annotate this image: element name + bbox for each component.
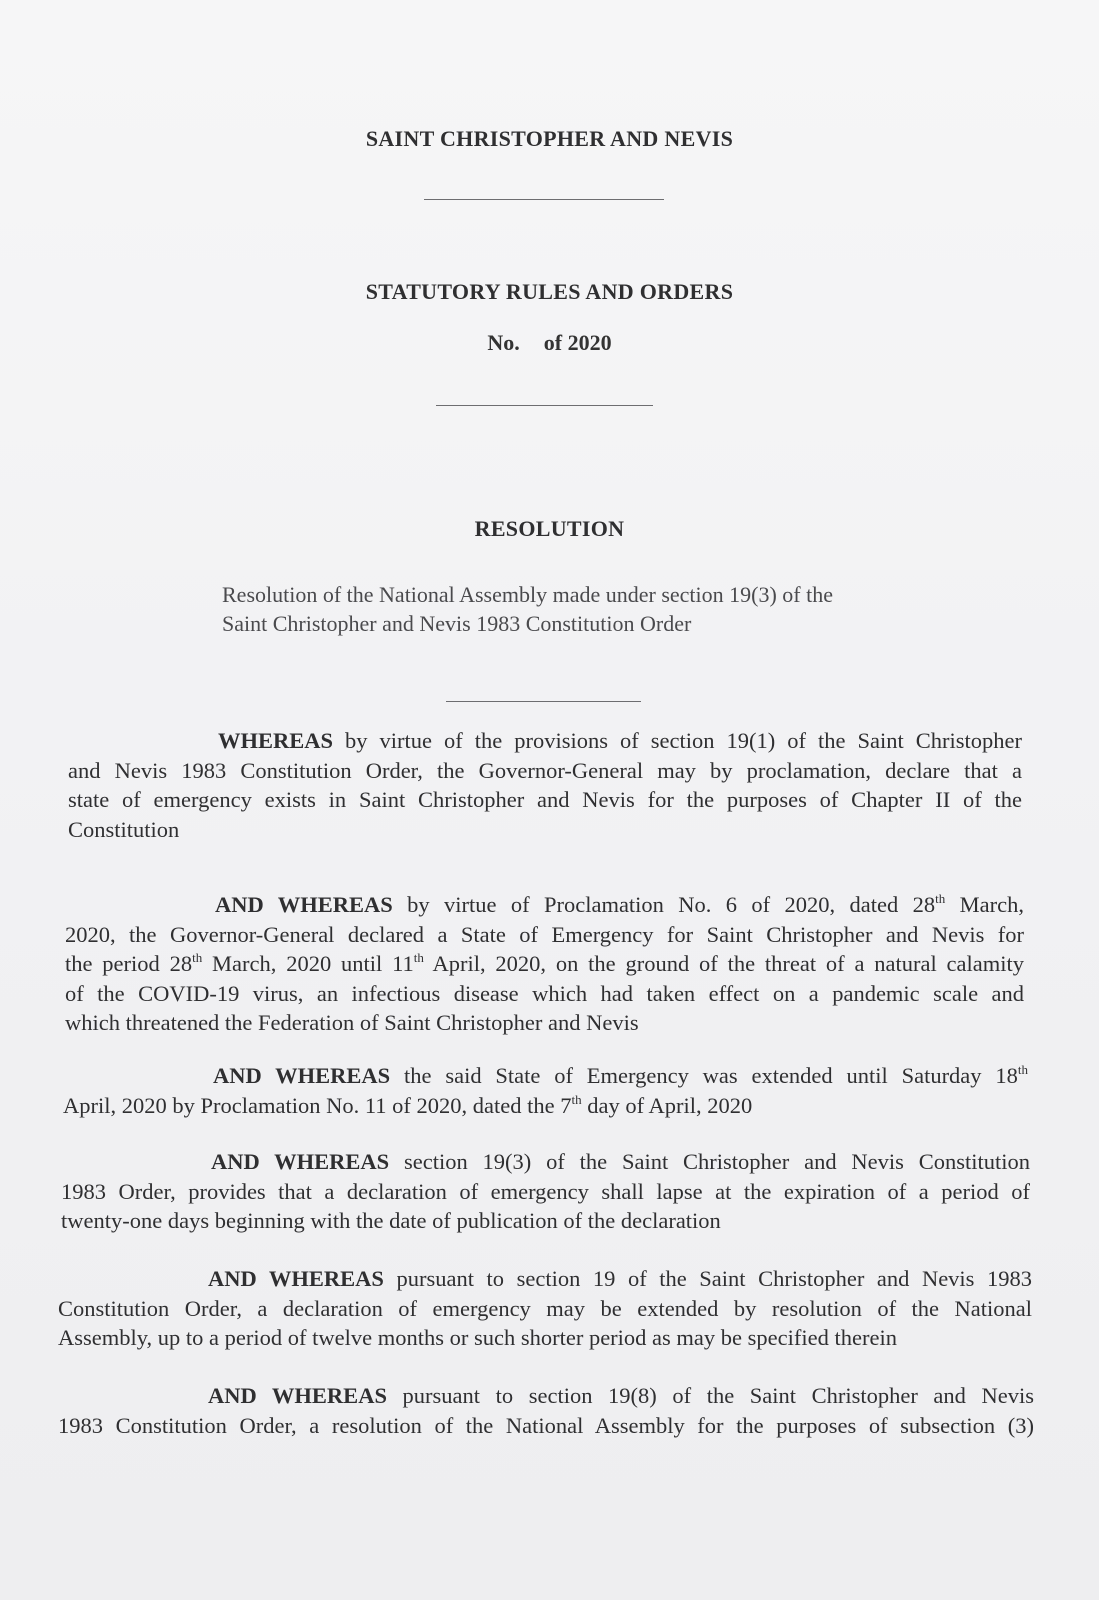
paragraph-lead: WHEREAS: [218, 728, 334, 753]
whereas-paragraph: AND WHEREAS by virtue of Proclamation No. 6 of 2020, dated 28th March, 2020, the Governor-General declared a State of Emergency for Saint Christopher and Nevis for the period 28th March, 2020 until 11th April, 2020, on the ground of the threat of a natural calamity of the COVID-19 virus, an infectious disease which had taken effect on a pandemic scale and which threatened the Federation of Saint Christopher and Nevis: [65, 891, 1025, 1035]
description-line: Resolution of the National Assembly made under section 19(3) of the: [222, 582, 833, 607]
year-label: of 2020: [543, 330, 612, 355]
country-heading: SAINT CHRISTOPHER AND NEVIS: [365, 126, 734, 151]
paragraph-lead: AND WHEREAS: [211, 1149, 390, 1174]
order-number: [0, 330, 1099, 356]
resolution-heading: RESOLUTION: [474, 516, 625, 541]
whereas-paragraph: AND WHEREAS pursuant to section 19 of the Saint Christopher and Nevis 1983 Constitution Order, a declaration of emergency may be extended by resolution of the National Assembly, up to a period of twelve months or such shorter period as may be specified therein: [58, 1266, 1033, 1350]
p3-line2: April, 2020 by Proclamation No. 11 of 2020, dated the 7th day of April, 2020: [63, 1091, 753, 1118]
paragraph-lead: AND WHEREAS: [208, 1383, 387, 1408]
divider-rule: [436, 405, 653, 406]
whereas-paragraph: AND WHEREAS pursuant to section 19(8) of the Saint Christopher and Nevis 1983 Constitution Order, a resolution of the National Assembly for the purposes of subsection (3): [58, 1383, 1035, 1438]
resolution-description: [222, 580, 833, 638]
whereas-paragraph: AND WHEREAS section 19(3) of the Saint Christopher and Nevis Constitution 1983 Order, provides that a declaration of emergency shall lapse at the expiration of a period of twenty-one days beginning with the date of publication of the declaration: [61, 1149, 1030, 1233]
whereas-paragraph: [63, 1061, 1028, 1120]
p2-line1: by virtue of Proclamation No. 6 of 2020, dated 28th March,: [392, 891, 1024, 917]
series-heading: STATUTORY RULES AND ORDERS: [365, 279, 734, 304]
paragraph-lead: AND WHEREAS: [208, 1266, 384, 1291]
divider-rule: [424, 199, 664, 200]
paragraph-lead: AND WHEREAS: [213, 1063, 391, 1088]
p3-line1: the said State of Emergency was extended until Saturday 18th: [390, 1062, 1028, 1088]
divider-rule: [446, 701, 641, 702]
paragraph-lead: AND WHEREAS: [215, 892, 393, 917]
whereas-paragraph: WHEREAS by virtue of the provisions of section 19(1) of the Saint Christopher and Nevis 1983 Constitution Order, the Governor-General may by proclamation, declare that a state of emergency exists in Saint Christopher and Nevis for the purposes of Chapter II of the Constitution: [68, 728, 1022, 842]
number-label: No.: [487, 330, 520, 355]
description-line: Saint Christopher and Nevis 1983 Constitution Order: [222, 611, 692, 636]
p2-line3: the period 28th March, 2020 until 11th April, 2020, on the ground of the threat of a natural calamity: [65, 950, 1025, 976]
